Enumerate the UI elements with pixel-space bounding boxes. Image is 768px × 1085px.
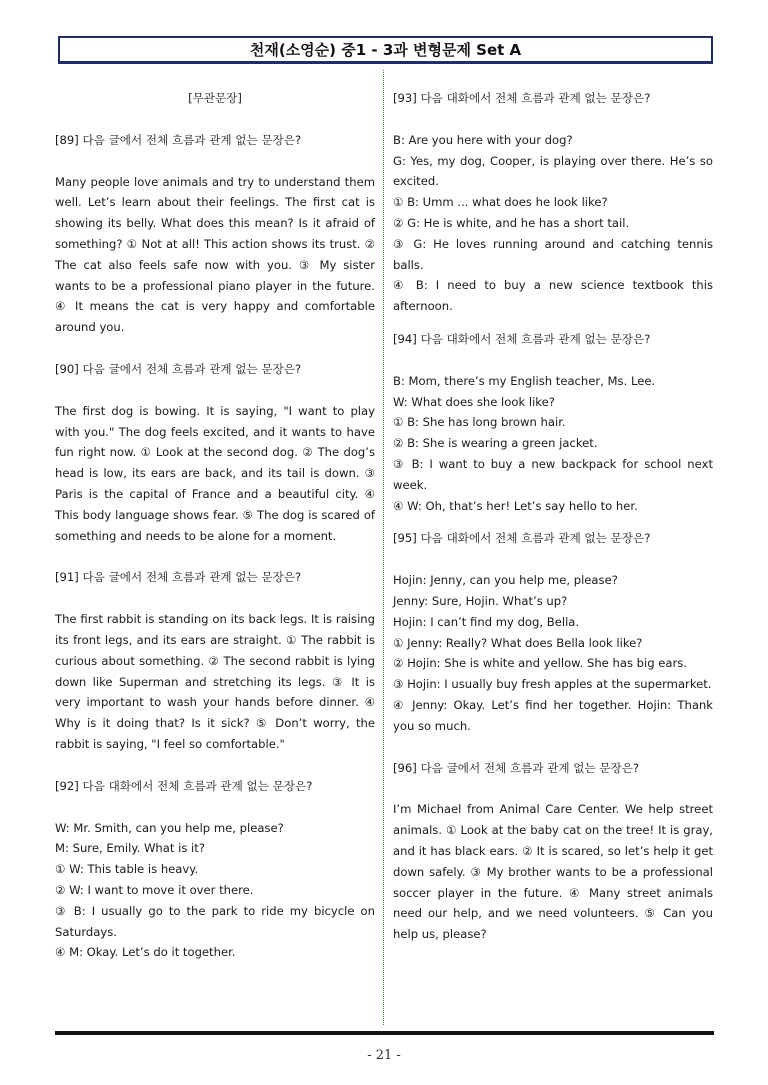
question-95-line: ③ Hojin: I usually buy fresh apples at the supermarket. (393, 677, 712, 692)
question-94-line: ④ W: Oh, that’s her! Let’s say hello to her. (393, 498, 638, 513)
question-89-heading: [89] 다음 글에서 전체 흐름과 관계 없는 문장은? (55, 132, 302, 147)
question-94-heading: [94] 다음 대화에서 전체 흐름과 관계 없는 문장은? (393, 331, 651, 346)
question-91-passage: The first rabbit is standing on its back legs. It is raising its front legs, and its ears are straight. ① The rabbit is curious about something. ② The second rabbit is lying down like Superman and stretching its legs. ③ It is very important to wash your hands before dinner. ④ Why is it doing that? Is it sick? ⑤ Don’t worry, the rabbit is saying, "I feel so comfortable." (55, 612, 375, 751)
question-92-line: M: Sure, Emily. What is it? (55, 841, 205, 856)
question-95-line: ④ Jenny: Okay. Let’s find her together. Hojin: Thank you so much. (393, 697, 713, 733)
question-95-heading: [95] 다음 대화에서 전체 흐름과 관계 없는 문장은? (393, 531, 651, 546)
question-92-line: ② W: I want to move it over there. (55, 882, 254, 897)
question-93-line: ① B: Umm ... what does he look like? (393, 195, 608, 210)
question-91-heading: [91] 다음 글에서 전체 흐름과 관계 없는 문장은? (55, 570, 302, 585)
question-93-line: B: Are you here with your dog? (393, 132, 573, 147)
question-92-line: ③ B: I usually go to the park to ride my bicycle on Saturdays. (55, 903, 375, 939)
question-94-line: ② B: She is wearing a green jacket. (393, 436, 598, 451)
right-column (393, 88, 713, 945)
question-92-line: W: Mr. Smith, can you help me, please? (55, 820, 284, 835)
question-92-line: ④ M: Okay. Let’s do it together. (55, 945, 236, 960)
question-95-line: Jenny: Sure, Hojin. What’s up? (393, 593, 568, 608)
question-95-line: ② Hojin: She is white and yellow. She has big ears. (393, 656, 688, 671)
question-93-line: ② G: He is white, and he has a short tail. (393, 215, 630, 230)
question-94-line: ③ B: I want to buy a new backpack for school next week. (393, 456, 713, 492)
page-number: - 21 - (367, 1048, 401, 1063)
question-94-line: ① B: She has long brown hair. (393, 415, 566, 430)
column-divider (383, 70, 384, 1025)
page-title: 천재(소영순) 중1 - 3과 변형문제 Set A (58, 36, 713, 64)
question-96-heading: [96] 다음 글에서 전체 흐름과 관계 없는 문장은? (393, 760, 640, 775)
question-93-line: ③ G: He loves running around and catching tennis balls. (393, 236, 713, 272)
question-90-heading: [90] 다음 글에서 전체 흐름과 관계 없는 문장은? (55, 361, 302, 376)
question-93-line: G: Yes, my dog, Cooper, is playing over there. He’s so excited. (393, 153, 713, 189)
question-96-passage: I’m Michael from Animal Care Center. We help street animals. ① Look at the baby cat on the tree! It is gray, and it has black ears. ② It is scared, so let’s help it get down safely. ③ My brother wants to be a professional soccer player in the future. ④ Many street animals need our help, and we need volunteers. ⑤ Can you help us, please? (393, 802, 713, 942)
section-label: [무관문장] (188, 91, 242, 105)
question-93-line: ④ B: I need to buy a new science textbook this afternoon. (393, 278, 713, 314)
footer-rule (55, 1031, 714, 1035)
question-94-line: B: Mom, there’s my English teacher, Ms. Lee. (393, 373, 656, 388)
question-92-heading: [92] 다음 대화에서 전체 흐름과 관계 없는 문장은? (55, 778, 313, 793)
question-90-passage: The first dog is bowing. It is saying, "I want to play with you." The dog feels excited, and it wants to have fun right now. ① Look at the second dog. ② The dog’s head is low, its ears are back, and its tail is down. ③ Paris is the capital of France and a beautiful city. ④ This body language shows fear. ⑤ The dog is scared of something and needs to be alone for a moment. (55, 403, 375, 543)
question-95-line: Hojin: I can’t find my dog, Bella. (393, 614, 580, 629)
question-93-heading: [93] 다음 대화에서 전체 흐름과 관계 없는 문장은? (393, 91, 651, 105)
question-94-line: W: What does she look like? (393, 394, 555, 409)
question-95-line: ① Jenny: Really? What does Bella look like? (393, 635, 643, 650)
question-89-passage: Many people love animals and try to understand them well. Let’s learn about their feelings. The first cat is showing its belly. What does this mean? Is it afraid of something? ① Not at all! This action shows its trust. ② The cat also feels safe now with you. ③ My sister wants to be a professional piano player in the future. ④ It means the cat is very happy and comfortable around you. (55, 174, 375, 335)
question-95-line: Hojin: Jenny, can you help me, please? (393, 573, 618, 588)
question-92-line: ① W: This table is heavy. (55, 862, 199, 877)
left-column (55, 88, 375, 963)
